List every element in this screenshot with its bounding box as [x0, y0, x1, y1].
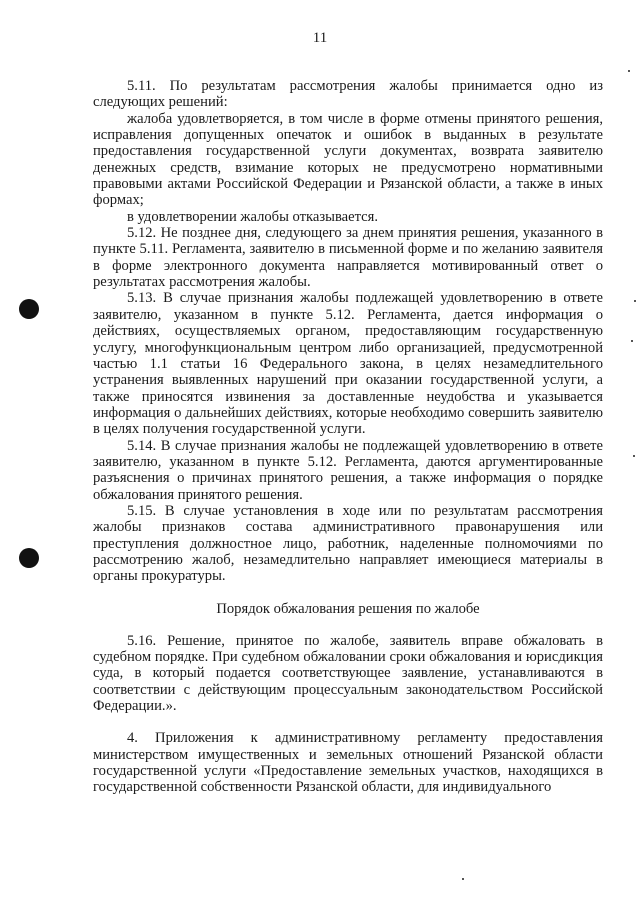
section-heading: Порядок обжалования решения по жалобе [216, 600, 480, 617]
scan-speck [462, 878, 464, 880]
paragraph-5-14: 5.14. В случае признания жалобы не подлежащей удовлетворению в ответе заявителю, указанном в пункте 5.12. Регламента, даются аргументированные разъяснения о причинах принятого решения, а также информация о порядке обжалования принятого решения. [93, 437, 603, 503]
punch-hole [19, 548, 39, 568]
scan-speck [634, 300, 636, 302]
scan-speck [631, 340, 633, 342]
paragraph-5-15: 5.15. В случае установления в ходе или по результатам рассмотрения жалобы признаков состава административного правонарушения или преступления должностное лицо, работник, наделенные полномочиями по рассмотрению жалоб, незамедлительно направляет имеющиеся материалы в органы прокуратуры. [93, 502, 603, 585]
paragraph-4: 4. Приложения к административному регламенту предоставления министерством имущественных и земельных отношений Рязанской области государственной услуги «Предоставление земельных участков, находящихся в государственной собственности Рязанской области, для индивидуального [93, 730, 603, 796]
paragraph-5-13: 5.13. В случае признания жалобы подлежащей удовлетворению в ответе заявителю, указанном в пункте 5.12. Регламента, дается информация о действиях, осуществляемых органом, предоставляющим государственную услугу, многофункциональным центром либо организацией, предусмотренной частью 1.1 статьи 16 Федерального закона, в целях незамедлительного устранения выявленных нарушений при оказании государственной услуги, а также приносятся извинения за доставленные неудобства и указывается информация о дальнейших действиях, которые необходимо совершить заявителю в целях получения государственной услуги. [93, 290, 603, 438]
scan-speck [628, 70, 630, 72]
paragraph-5-16: 5.16. Решение, принятое по жалобе, заявитель вправе обжаловать в судебном порядке. При судебном обжаловании сроки обжалования и юрисдикция суда, в который подается соответствующее заявление, устанавливаются в соответствии с действующим процессуальным законодательством Российской Федерации.». [93, 632, 603, 715]
document-body [93, 78, 603, 796]
paragraph-5-11: 5.11. По результатам рассмотрения жалобы принимается одно из следующих решений: [93, 78, 603, 111]
paragraph-5-11-option-2: в удовлетворении жалобы отказывается. [127, 208, 379, 225]
punch-hole [19, 299, 39, 319]
paragraph-5-11-option-1: жалоба удовлетворяется, в том числе в форме отмены принятого решения, исправления допущенных опечаток и ошибок в выданных в результате предоставления государственной услуги документах, возврата заявителю денежных средств, взимание которых не предусмотрено нормативными правовыми актами Российской Федерации и Рязанской области, а также в иных формах; [93, 110, 603, 209]
paragraph-5-12: 5.12. Не позднее дня, следующего за днем принятия решения, указанного в пункте 5.11. Регламента, заявителю в письменной форме и по желанию заявителя в форме электронного документа направляется мотивированный ответ о результатах рассмотрения жалобы. [93, 225, 603, 291]
page-number: 11 [312, 30, 328, 46]
scan-speck [633, 455, 635, 457]
